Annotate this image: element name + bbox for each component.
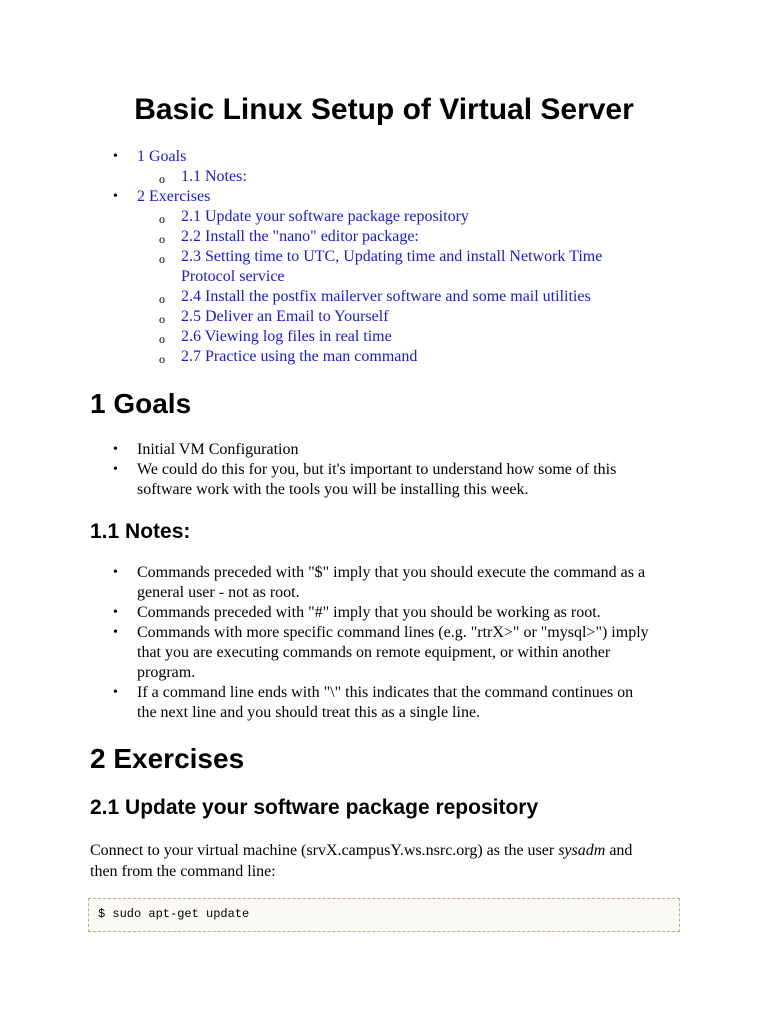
- list-item: [113, 623, 697, 683]
- bullet-icon: •: [113, 625, 118, 640]
- table-of-contents: [113, 147, 697, 367]
- circle-bullet-icon: o: [159, 212, 165, 226]
- toc-item-2-3: [137, 247, 697, 287]
- code-block: [88, 898, 680, 932]
- note-text: Commands with more specific command lines (e.g. "rtrX>" or "mysql>") imply: [137, 624, 649, 641]
- list-item: [113, 440, 697, 460]
- list-item: [113, 603, 697, 623]
- toc-item-2-2: [137, 227, 697, 247]
- toc-item-notes: [137, 167, 697, 187]
- bullet-icon: •: [113, 149, 118, 164]
- para-text: Connect to your virtual machine (srvX.campusY.ws.nsrc.org) as the user: [90, 842, 559, 859]
- bullet-icon: •: [113, 605, 118, 620]
- toc-link-goals[interactable]: 1 Goals: [137, 148, 187, 165]
- circle-bullet-icon: o: [159, 292, 165, 306]
- note-text: that you are executing commands on remote equipment, or within another: [137, 644, 611, 661]
- username-emphasis: sysadm: [558, 842, 606, 859]
- circle-bullet-icon: o: [159, 252, 165, 266]
- page-title: Basic Linux Setup of Virtual Server: [134, 93, 634, 126]
- bullet-icon: •: [113, 462, 118, 477]
- paragraph-connect: [90, 840, 690, 882]
- note-text: Commands preceded with "#" imply that you should be working as root.: [137, 604, 601, 621]
- bullet-icon: •: [113, 442, 118, 457]
- note-text: the next line and you should treat this as a single line.: [137, 704, 481, 721]
- note-text: If a command line ends with "\" this indicates that the command continues on: [137, 684, 634, 701]
- toc-item-2-4: [137, 287, 697, 307]
- list-item: [113, 683, 697, 723]
- heading-notes: 1.1 Notes:: [90, 520, 191, 543]
- toc-link-2-3-line1: 2.3 Setting time to UTC, Updating time and install Network Time: [181, 248, 603, 265]
- toc-item-goals: [113, 147, 697, 167]
- list-item: [113, 563, 697, 603]
- circle-bullet-icon: o: [159, 352, 165, 366]
- toc-item-2-5: [137, 307, 697, 327]
- circle-bullet-icon: o: [159, 172, 165, 186]
- toc-link-2-6[interactable]: 2.6 Viewing log files in real time: [181, 328, 392, 345]
- circle-bullet-icon: o: [159, 312, 165, 326]
- circle-bullet-icon: o: [159, 232, 165, 246]
- goals-text: software work with the tools you will be installing this week.: [137, 481, 529, 498]
- bullet-icon: •: [113, 189, 118, 204]
- toc-link-2-2[interactable]: 2.2 Install the "nano" editor package:: [181, 228, 419, 245]
- toc-link-2-3[interactable]: [181, 248, 602, 285]
- bullet-icon: •: [113, 565, 118, 580]
- heading-goals: 1 Goals: [90, 388, 192, 419]
- circle-bullet-icon: o: [159, 332, 165, 346]
- goals-list: [113, 440, 697, 500]
- goals-text: We could do this for you, but it's important to understand how some of this: [137, 461, 617, 478]
- toc-item-2-1: [137, 207, 697, 227]
- notes-list: [113, 563, 697, 723]
- note-text: Commands preceded with "$" imply that you should execute the command as a: [137, 564, 646, 581]
- toc-item-2-6: [137, 327, 697, 347]
- toc-link-2-5[interactable]: 2.5 Deliver an Email to Yourself: [181, 308, 389, 325]
- goals-text: Initial VM Configuration: [137, 441, 299, 458]
- toc-link-notes[interactable]: 1.1 Notes:: [181, 168, 247, 185]
- note-text: program.: [137, 664, 196, 681]
- toc-link-2-1[interactable]: 2.1 Update your software package repository: [181, 208, 469, 225]
- toc-item-exercises: [113, 187, 697, 207]
- heading-exercises: 2 Exercises: [90, 743, 245, 774]
- heading-2-1: 2.1 Update your software package repository: [90, 796, 539, 819]
- toc-link-2-4[interactable]: 2.4 Install the postfix mailerver software and some mail utilities: [181, 288, 591, 305]
- list-item: [113, 460, 697, 500]
- para-text: then from the command line:: [90, 863, 276, 880]
- bullet-icon: •: [113, 685, 118, 700]
- toc-link-2-7[interactable]: 2.7 Practice using the man command: [181, 348, 418, 365]
- toc-link-exercises[interactable]: 2 Exercises: [137, 188, 211, 205]
- para-text: and: [605, 842, 633, 859]
- note-text: general user - not as root.: [137, 584, 300, 601]
- code-text: $ sudo apt-get update: [98, 907, 250, 921]
- toc-item-2-7: [137, 347, 697, 367]
- toc-link-2-3-line2: Protocol service: [181, 268, 285, 285]
